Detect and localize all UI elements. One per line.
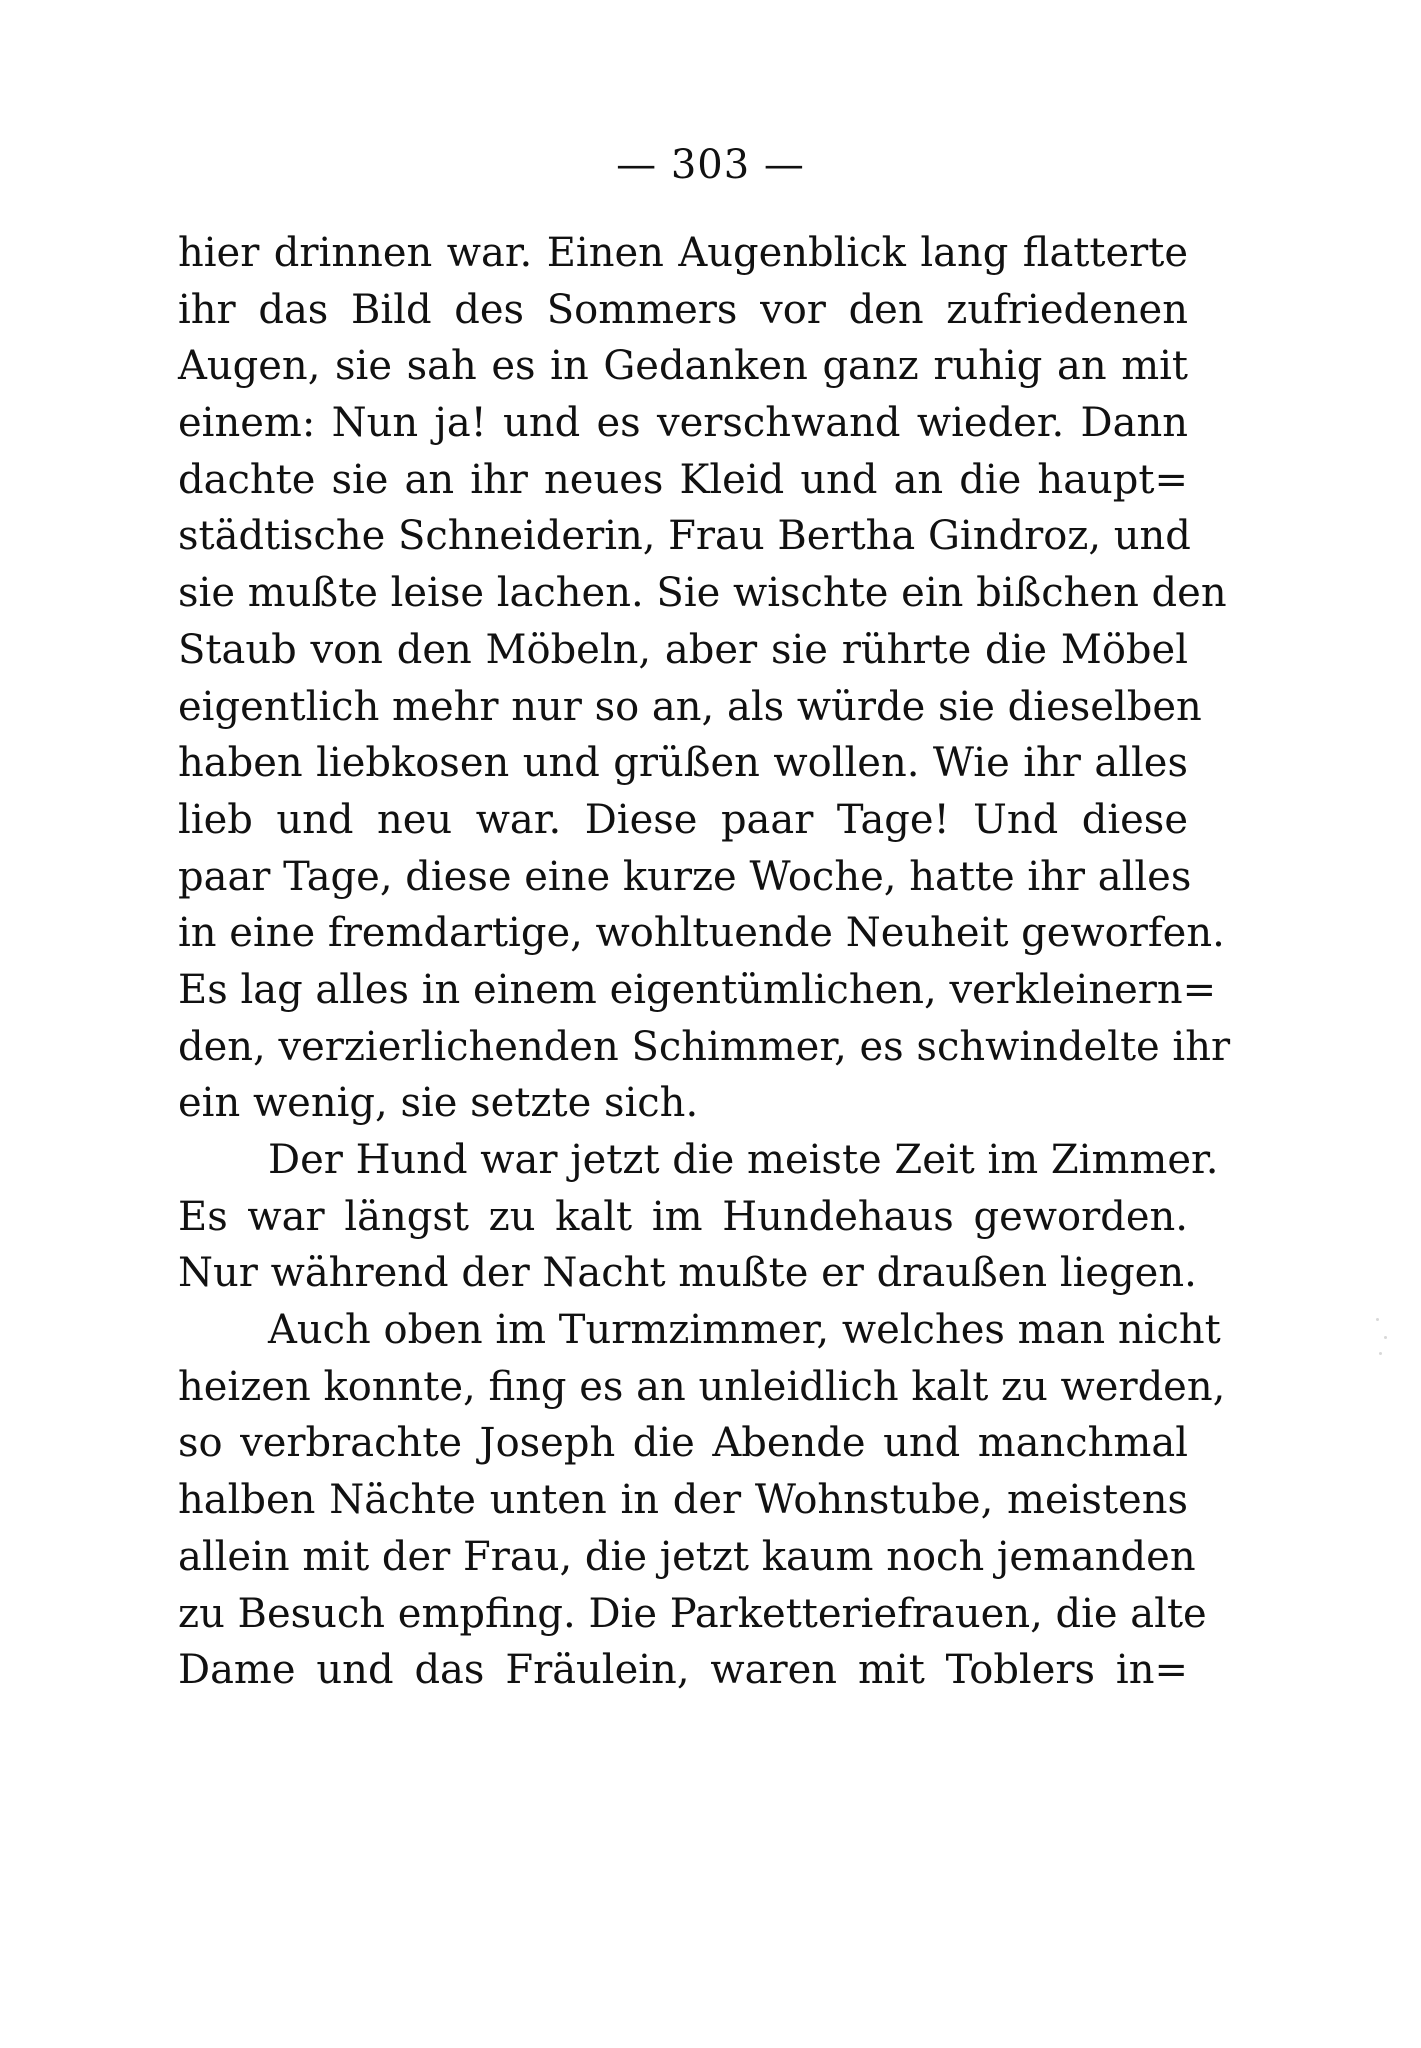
text-line: einem: Nun ja! und es verschwand wieder. Dann — [178, 400, 1188, 447]
text-line: den, verzierlichenden Schimmer, es schwindelte ihr — [178, 1023, 1231, 1070]
text-line: Nur während der Nacht mußte er draußen liegen. — [178, 1250, 1197, 1297]
paper-speck — [1384, 1336, 1387, 1339]
text-line: heizen konnte, fing es an unleidlich kalt zu werden, — [178, 1363, 1226, 1410]
text-line: Staub von den Möbeln, aber sie rührte die Möbel — [178, 626, 1188, 673]
text-line: hier drinnen war. Einen Augenblick lang flatterte — [178, 230, 1188, 276]
paper-speck — [1379, 1352, 1382, 1355]
text-line: ein wenig, sie setzte sich. — [178, 1080, 699, 1127]
text-line: ihr das Bild des Sommers vor den zufriedenen — [178, 286, 1188, 333]
paper-speck — [1376, 1318, 1379, 1321]
text-line: in eine fremdartige, wohltuende Neuheit geworfen. — [178, 910, 1225, 957]
text-line: so verbrachte Joseph die Abende und manchmal — [178, 1420, 1188, 1467]
text-line: Dame und das Fräulein, waren mit Toblers in= — [178, 1647, 1188, 1694]
text-line: städtische Schneiderin, Frau Bertha Gindroz, und — [178, 513, 1191, 560]
text-line: Es war längst zu kalt im Hundehaus geworden. — [178, 1193, 1188, 1240]
text-line: Es lag alles in einem eigentümlichen, verkleinern= — [178, 966, 1217, 1013]
text-line: dachte sie an ihr neues Kleid und an die haupt= — [178, 456, 1188, 503]
body-text — [178, 225, 1231, 1699]
text-line: zu Besuch empfing. Die Parketteriefrauen, die alte — [178, 1590, 1207, 1637]
text-line: Auch oben im Turmzimmer, welches man nicht — [268, 1307, 1221, 1354]
text-line: haben liebkosen und grüßen wollen. Wie ihr alles — [178, 740, 1188, 787]
page-number-header: — 303 — — [616, 142, 805, 188]
text-line: paar Tage, diese eine kurze Woche, hatte ihr alles — [178, 853, 1192, 900]
text-line: sie mußte leise lachen. Sie wischte ein bißchen den — [178, 570, 1227, 617]
text-line: lieb und neu war. Diese paar Tage! Und diese — [178, 796, 1188, 843]
text-line: eigentlich mehr nur so an, als würde sie dieselben — [178, 683, 1202, 730]
text-line: halben Nächte unten in der Wohnstube, meistens — [178, 1477, 1188, 1524]
text-line: allein mit der Frau, die jetzt kaum noch jemanden — [178, 1533, 1196, 1580]
text-line: Augen, sie sah es in Gedanken ganz ruhig an mit — [178, 343, 1188, 390]
text-line: Der Hund war jetzt die meiste Zeit im Zimmer. — [268, 1137, 1219, 1183]
